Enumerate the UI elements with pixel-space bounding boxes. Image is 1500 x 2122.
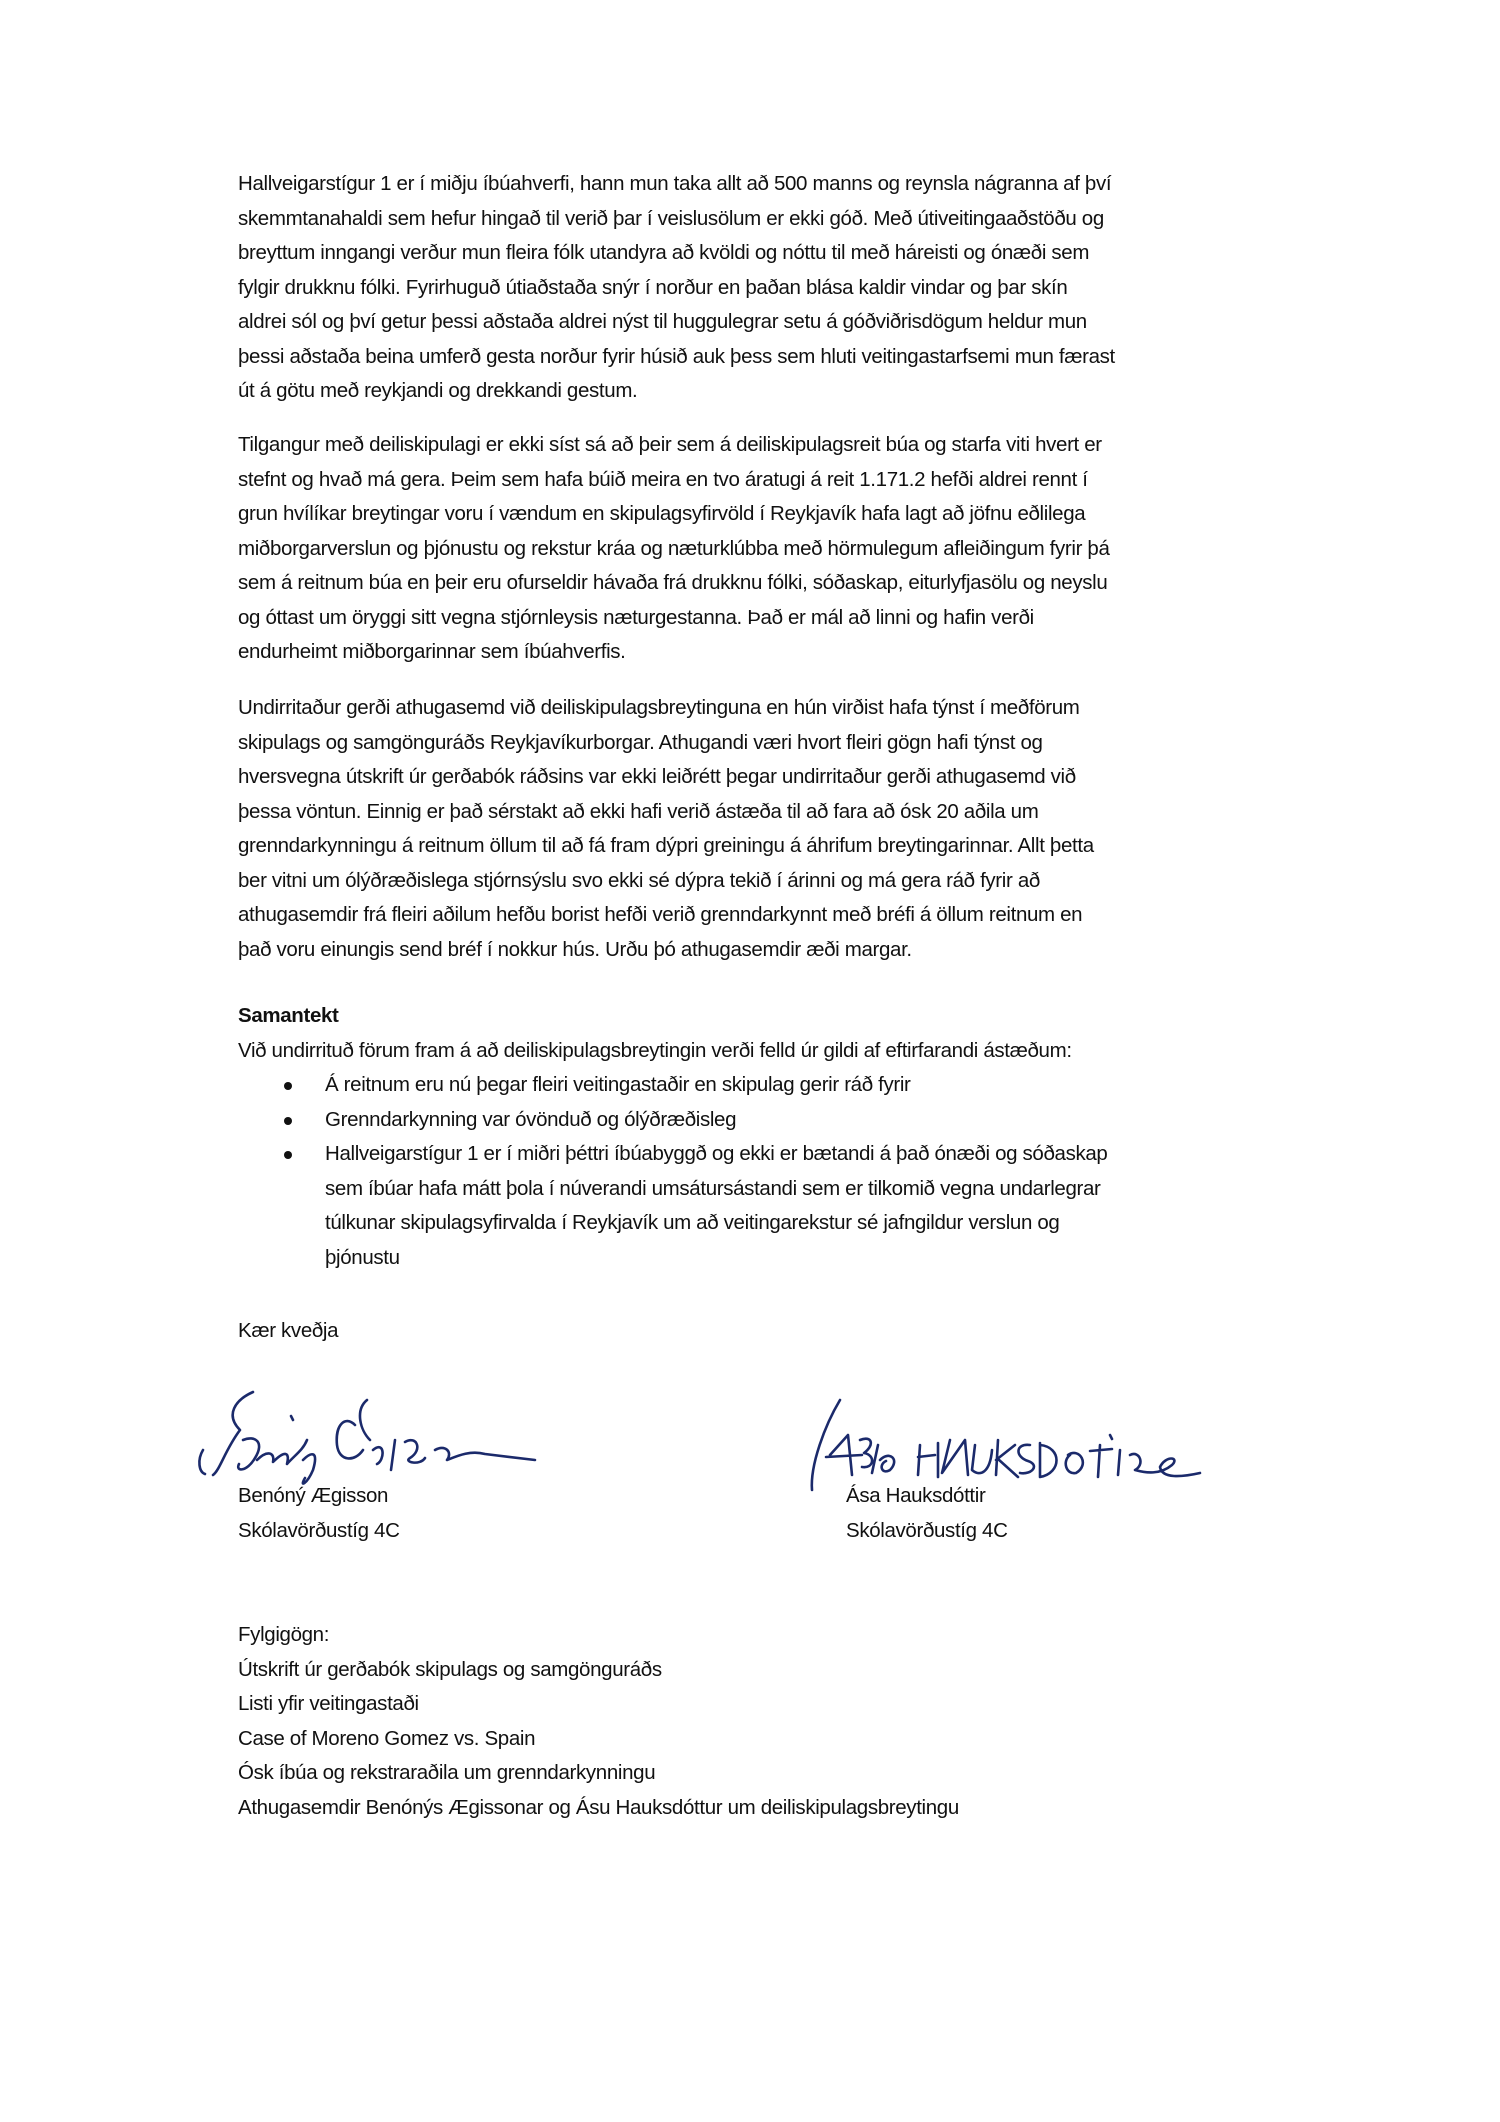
text-line: ber vitni um ólýðræðislega stjórnsýslu svo ekki sé dýpra tekið í árinni og má gera ráð fyrir að <box>238 868 1040 892</box>
text-line: grenndarkynningu á reitnum öllum til að fá fram dýpri greiningu á áhrifum breytingarinnar. Allt þetta <box>238 834 1094 857</box>
attachments-heading: Fylgigögn: <box>238 1623 330 1646</box>
bullet-icon <box>284 1082 292 1090</box>
attachment-item: Athugasemdir Benónýs Ægissonar og Ásu Hauksdóttur um deiliskipulagsbreytingu <box>238 1795 959 1819</box>
text-line: fylgir drukknu fólki. Fyrirhuguð útiaðstaða snýr í norður en þaðan blása kaldir vindar og þar skín <box>238 275 1068 299</box>
signatory-left <box>238 1479 400 1548</box>
text-line: Undirritaður gerði athugasemd við deiliskipulagsbreytinguna en hún virðist hafa týnst í meðförum <box>238 696 1080 719</box>
text-line: sem á reitnum búa en þeir eru ofurseldir hávaða frá drukknu fólki, sóðaskap, eiturlyfjasölu og neyslu <box>238 571 1108 594</box>
closing-text <box>238 1314 338 1349</box>
attachments-section <box>238 1618 959 1825</box>
bullet-item <box>238 1103 1108 1138</box>
text-line: miðborgarverslun og þjónustu og rekstur kráa og næturklúbba með hörmulegum afleiðingum fyrir þá <box>238 536 1110 560</box>
signatory-address: Skólavörðustíg 4C <box>238 1518 400 1542</box>
bullet-item <box>238 1068 1108 1103</box>
attachment-item: Listi yfir veitingastaði <box>238 1692 419 1715</box>
summary-intro: Við undirrituð förum fram á að deiliskipulagsbreytingin verði felld úr gildi af eftirfarandi ástæðum: <box>238 1038 1072 1062</box>
text-line: athugasemdir frá fleiri aðilum hefðu borist hefði verið grenndarkynnt með bréfi á öllum reitnum en <box>238 903 1083 926</box>
text-line: þessa vöntun. Einnig er það sérstakt að ekki hafi verið ástæða til að fara að ósk 20 aðila um <box>238 799 1039 823</box>
text-line: Tilgangur með deiliskipulagi er ekki síst sá að þeir sem á deiliskipulagsreit búa og starfa viti hvert er <box>238 433 1102 456</box>
bullet-text-line: Grenndarkynning var óvönduð og ólýðræðisleg <box>325 1107 737 1131</box>
bullet-icon <box>284 1151 292 1159</box>
text-line: það voru einungis send bréf í nokkur hús. Urðu þó athugasemdir æði margar. <box>238 937 912 961</box>
text-line: skipulags og samgönguráðs Reykjavíkurborgar. Athugandi væri hvort fleiri gögn hafi týnst og <box>238 730 1043 754</box>
bullet-item <box>238 1137 1108 1275</box>
text-line: hversvegna útskrift úr gerðabók ráðsins var ekki leiðrétt þegar undirritaður gerði athugasemd við <box>238 765 1076 788</box>
summary-bullet-list <box>238 1068 1108 1275</box>
signatory-name: Benóný Ægisson <box>238 1484 389 1507</box>
bullet-text-line: Á reitnum eru nú þegar fleiri veitingastaðir en skipulag gerir ráð fyrir <box>325 1073 911 1096</box>
bullet-text-line: þjónustu <box>325 1245 400 1269</box>
summary-heading: Samantekt <box>238 1004 339 1027</box>
bullet-text-line: sem íbúar hafa mátt þola í núverandi umsátursástandi sem er tilkomið vegna undarlegrar <box>325 1176 1101 1200</box>
text-line: stefnt og hvað má gera. Þeim sem hafa búið meira en tvo áratugi á reit 1.171.2 hefði aldrei rennt í <box>238 467 1088 491</box>
signatory-name: Ása Hauksdóttir <box>846 1484 986 1507</box>
text-line: endurheimt miðborgarinnar sem íbúahverfis. <box>238 640 626 663</box>
bullet-text-line: Hallveigarstígur 1 er í miðri þéttri íbúabyggð og ekki er bætandi á það ónæði og sóðaskap <box>325 1142 1108 1165</box>
text-line: skemmtanahaldi sem hefur hingað til verið þar í veislusölum er ekki góð. Með útiveitingaaðstöðu og <box>238 206 1104 230</box>
attachment-item: Case of Moreno Gomez vs. Spain <box>238 1726 536 1750</box>
text-line: grun hvílíkar breytingar voru í vændum en skipulagsyfirvöld í Reykjavík hafa lagt að jöfnu eðlilega <box>238 502 1086 525</box>
paragraph-1 <box>238 167 1115 409</box>
attachments-list <box>238 1653 959 1826</box>
bullet-icon <box>284 1117 292 1125</box>
signatory-right <box>846 1479 1008 1548</box>
summary-section <box>238 999 1108 1275</box>
text-line: Hallveigarstígur 1 er í miðju íbúahverfi, hann mun taka allt að 500 manns og reynsla nágranna af því <box>238 172 1112 195</box>
attachment-item: Útskrift úr gerðabók skipulags og samgönguráðs <box>238 1657 662 1681</box>
paragraph-2 <box>238 428 1110 670</box>
closing-line: Kær kveðja <box>238 1319 339 1342</box>
text-line: aldrei sól og því getur þessi aðstaða aldrei nýst til huggulegrar setu á góðviðrisdögum heldur mun <box>238 310 1087 333</box>
text-line: breyttum inngangi verður mun fleira fólk utandyra að kvöldi og nóttu til með háreisti og ónæði sem <box>238 241 1090 264</box>
attachment-item: Ósk íbúa og rekstraraðila um grenndarkynningu <box>238 1761 656 1784</box>
text-line: út á götu með reykjandi og drekkandi gestum. <box>238 379 638 402</box>
text-line: þessi aðstaða beina umferð gesta norður fyrir húsið auk þess sem hluti veitingastarfsemi mun færast <box>238 344 1115 368</box>
paragraph-3 <box>238 691 1094 967</box>
signatory-address: Skólavörðustíg 4C <box>846 1518 1008 1542</box>
bullet-text-line: túlkunar skipulagsyfirvalda í Reykjavík um að veitingarekstur sé jafngildur verslun og <box>325 1211 1060 1234</box>
text-line: og óttast um öryggi sitt vegna stjórnleysis næturgestanna. Það er mál að linni og hafin verði <box>238 605 1034 629</box>
